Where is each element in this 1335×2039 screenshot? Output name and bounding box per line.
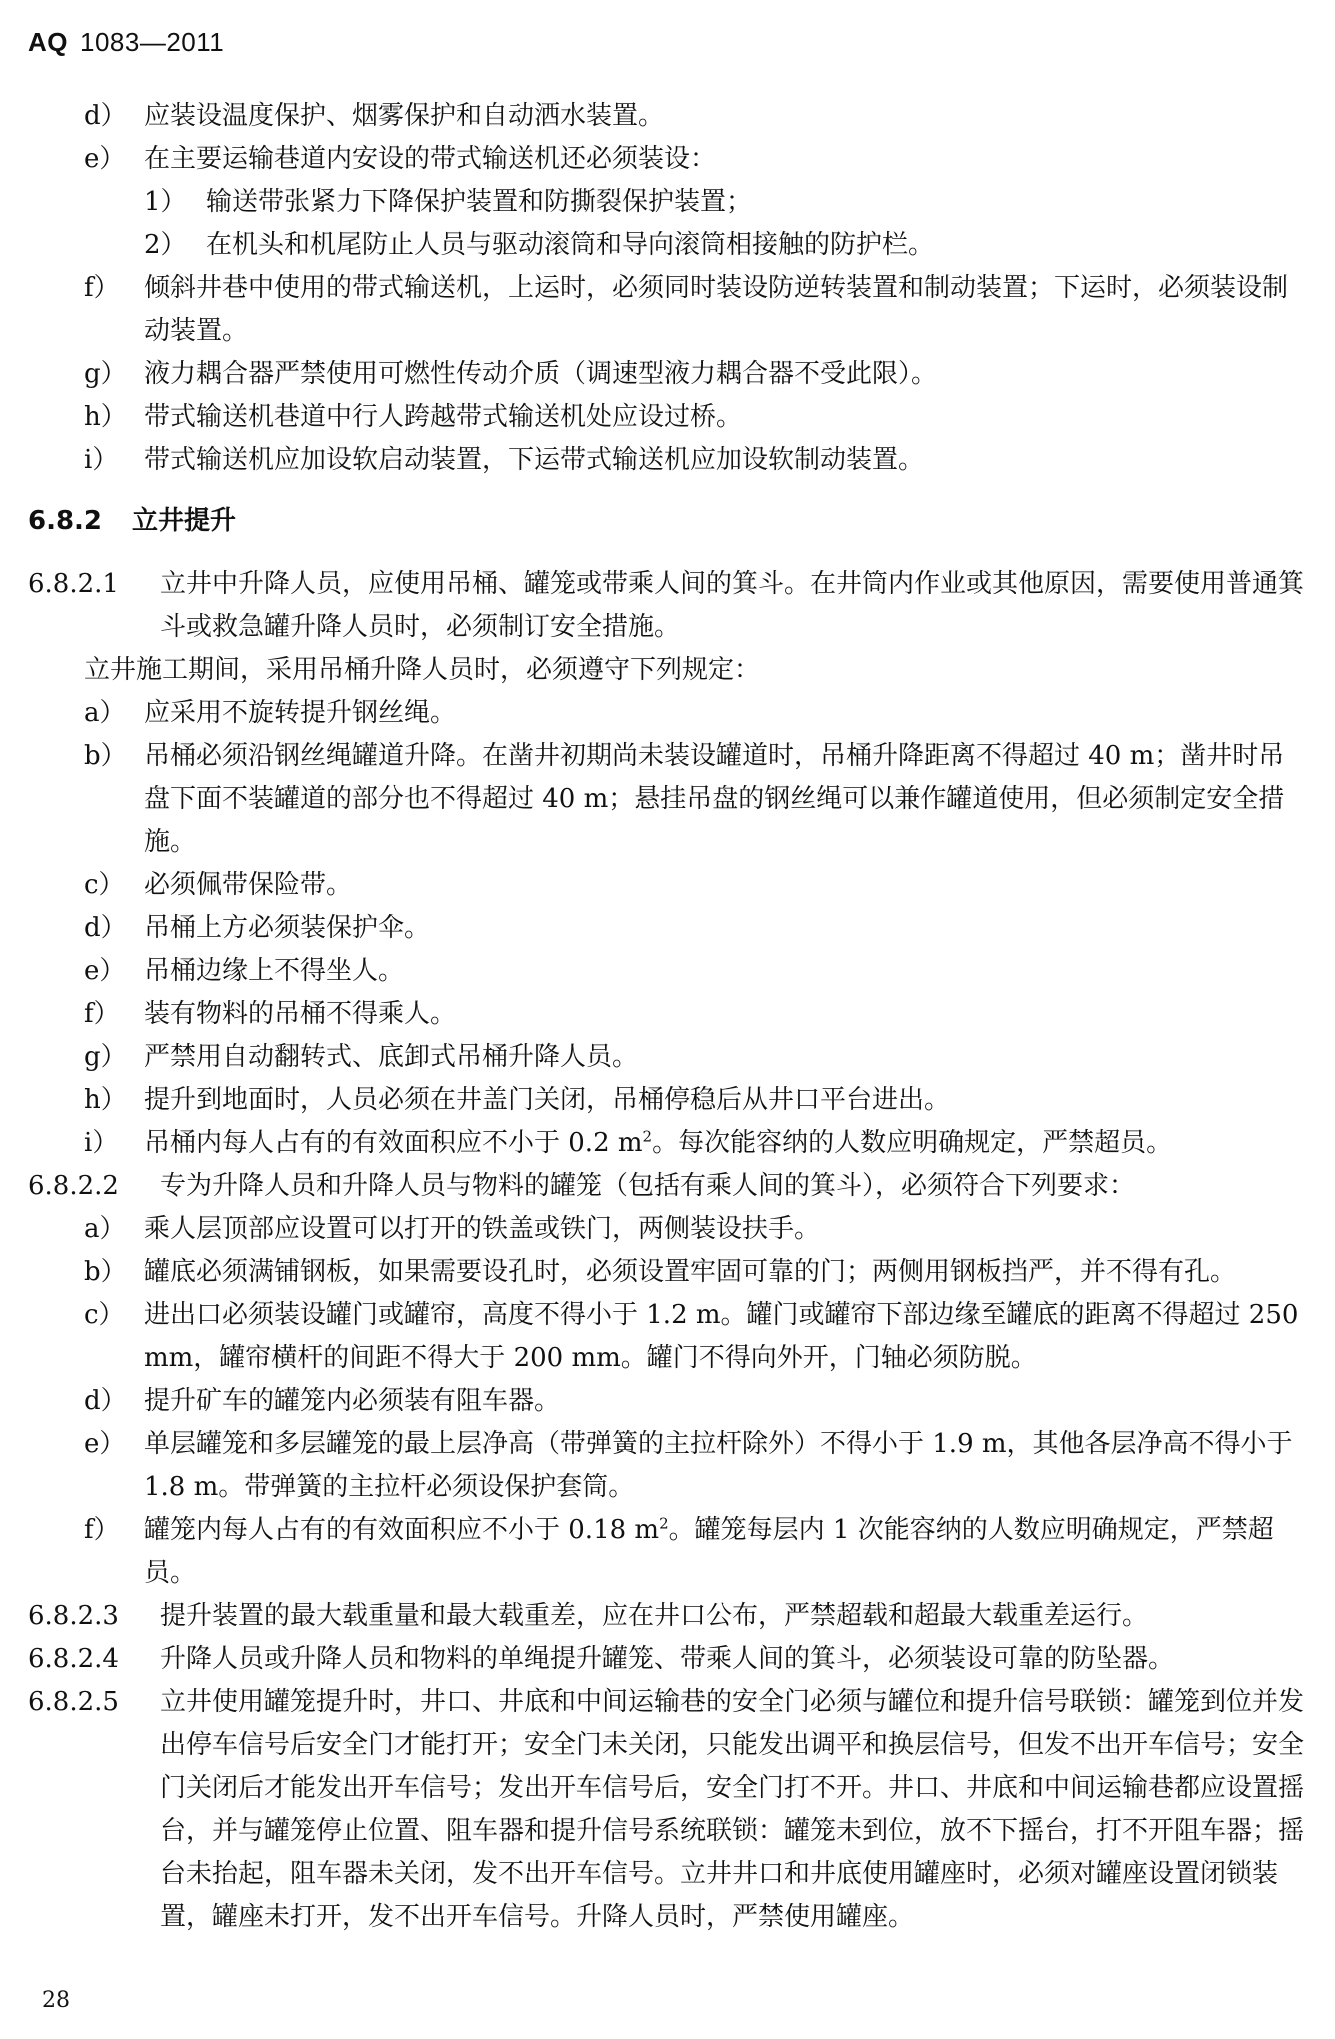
list-item <box>28 1509 1306 1595</box>
list-text: 吊桶必须沿钢丝绳罐道升降。在凿井初期尚未装设罐道时，吊桶升降距离不得超过 40 m；凿井时吊盘下面不装罐道的部分也不得超过 40 m；悬挂吊盘的钢丝绳可以兼作罐道使用，但必须制定安全措施。 <box>144 741 1285 857</box>
list-text: 应采用不旋转提升钢丝绳。 <box>144 698 457 728</box>
clause-number: 6.8.2.1 <box>28 569 119 599</box>
list-marker: g） <box>84 1042 127 1072</box>
list-text: 提升到地面时，人员必须在井盖门关闭，吊桶停稳后从井口平台进出。 <box>144 1085 951 1115</box>
list-text: 带式输送机巷道中行人跨越带式输送机处应设过桥。 <box>144 402 743 432</box>
clause-number: 6.8.2.5 <box>28 1687 119 1717</box>
text-part: 吊桶内每人占有的有效面积应不小于 0.2 m <box>144 1128 643 1158</box>
list-marker: b） <box>84 741 127 771</box>
list-text: 吊桶边缘上不得坐人。 <box>144 956 405 986</box>
unit-superscript: 2 <box>659 1514 669 1533</box>
list-marker: e） <box>84 1429 126 1459</box>
list-marker: e） <box>84 144 126 174</box>
clause-number: 6.8.2.2 <box>28 1171 119 1201</box>
list-marker: g） <box>84 359 127 389</box>
list-marker: c） <box>84 1300 125 1330</box>
text-part: 。罐笼每层内 1 次能容纳的人数应明确规定，严禁超员。 <box>144 1515 1274 1588</box>
list-marker: d） <box>84 1386 127 1416</box>
list-text: 严禁用自动翻转式、底卸式吊桶升降人员。 <box>144 1042 639 1072</box>
list-item <box>28 1423 1306 1509</box>
sub-list-item <box>28 181 1306 224</box>
list-marker: a） <box>84 698 126 728</box>
list-text: 提升矿车的罐笼内必须装有阻车器。 <box>144 1386 561 1416</box>
list-marker: h） <box>84 1085 127 1115</box>
list-marker: f） <box>84 999 120 1029</box>
text-part: 。每次能容纳的人数应明确规定，严禁超员。 <box>652 1128 1173 1158</box>
clause-text: 升降人员或升降人员和物料的单绳提升罐笼、带乘人间的箕斗，必须装设可靠的防坠器。 <box>160 1644 1175 1674</box>
list-marker: h） <box>84 402 127 432</box>
list-item <box>28 138 1306 181</box>
document-body <box>28 95 1306 1939</box>
clause-text: 立井使用罐笼提升时，井口、井底和中间运输巷的安全门必须与罐位和提升信号联锁：罐笼到位并发出停车信号后安全门才能打开；安全门未关闭，只能发出调平和换层信号，但发不出开车信号；安全门关闭后才能发出开车信号；发出开车信号后，安全门打不开。井口、井底和中间运输巷都应设置摇台，并与罐笼停止位置、阻车器和提升信号系统联锁：罐笼未到位，放不下摇台，打不开阻车器；摇台未抬起，阻车器未关闭，发不出开车信号。立井井口和井底使用罐座时，必须对罐座设置闭锁装置，罐座未打开，发不出开车信号。升降人员时，严禁使用罐座。 <box>160 1687 1305 1932</box>
list-text: 罐底必须满铺钢板，如果需要设孔时，必须设置牢固可靠的门；两侧用钢板挡严，并不得有孔。 <box>144 1257 1237 1287</box>
page-header <box>28 22 224 62</box>
list-text: 吊桶上方必须装保护伞。 <box>144 913 431 943</box>
section-title: 立井提升 <box>132 506 237 536</box>
list-item <box>28 267 1306 353</box>
list-text: 必须佩带保险带。 <box>144 870 353 900</box>
clause-number: 6.8.2.3 <box>28 1601 119 1631</box>
list-item <box>28 396 1306 439</box>
list-item <box>28 735 1306 864</box>
section-heading <box>28 500 1306 543</box>
list-item <box>28 1036 1306 1079</box>
sub-list-text: 在机头和机尾防止人员与驱动滚筒和导向滚筒相接触的防护栏。 <box>206 230 935 260</box>
list-marker: f） <box>84 273 120 303</box>
list-text: 装有物料的吊桶不得乘人。 <box>144 999 457 1029</box>
sub-list-item <box>28 224 1306 267</box>
list-text: 带式输送机应加设软启动装置，下运带式输送机应加设软制动装置。 <box>144 445 925 475</box>
list-text: 单层罐笼和多层罐笼的最上层净高（带弹簧的主拉杆除外）不得小于 1.9 m，其他各层净高不得小于 1.8 m。带弹簧的主拉杆必须设保护套筒。 <box>144 1429 1293 1502</box>
list-marker: e） <box>84 956 126 986</box>
page-number: 28 <box>42 1988 70 2013</box>
list-text <box>144 1122 1306 1165</box>
list-marker: c） <box>84 870 125 900</box>
list-item <box>28 95 1306 138</box>
clause-text: 提升装置的最大载重量和最大载重差，应在井口公布，严禁超载和超最大载重差运行。 <box>160 1601 1149 1631</box>
list-item <box>28 439 1306 482</box>
sub-list-marker: 1） <box>144 187 187 217</box>
clause-6-8-2-5 <box>28 1681 1306 1939</box>
unit-superscript: 2 <box>642 1127 653 1146</box>
list-item <box>28 1208 1306 1251</box>
standard-number: 1083—2011 <box>80 27 225 57</box>
list-item <box>28 353 1306 396</box>
list-marker: f） <box>84 1515 120 1545</box>
list-text: 应装设温度保护、烟雾保护和自动洒水装置。 <box>144 101 665 131</box>
clause-text: 立井中升降人员，应使用吊桶、罐笼或带乘人间的箕斗。在井筒内作业或其他原因，需要使用普通箕斗或救急罐升降人员时，必须制订安全措施。 <box>160 569 1305 642</box>
paragraph: 立井施工期间，采用吊桶升降人员时，必须遵守下列规定： <box>84 655 761 685</box>
list-item <box>28 1380 1306 1423</box>
list-text: 液力耦合器严禁使用可燃性传动介质（调速型液力耦合器不受此限）。 <box>144 359 938 389</box>
list-text: 倾斜井巷中使用的带式输送机，上运时，必须同时装设防逆转装置和制动装置；下运时，必须装设制动装置。 <box>144 273 1289 346</box>
clause-6-8-2-4 <box>28 1638 1306 1681</box>
list-text: 乘人层顶部应设置可以打开的铁盖或铁门，两侧装设扶手。 <box>144 1214 821 1244</box>
list-item <box>28 993 1306 1036</box>
sub-list-text: 输送带张紧力下降保护装置和防撕裂保护装置； <box>206 187 753 217</box>
clause-6-8-2-1 <box>28 563 1306 649</box>
clause-number: 6.8.2.4 <box>28 1644 119 1674</box>
section-number: 6.8.2 <box>28 506 103 536</box>
list-item <box>28 907 1306 950</box>
list-item <box>28 692 1306 735</box>
sub-list-marker: 2） <box>144 230 187 260</box>
list-item <box>28 1251 1306 1294</box>
clause-text: 专为升降人员和升降人员与物料的罐笼（包括有乘人间的箕斗），必须符合下列要求： <box>160 1171 1136 1201</box>
list-item <box>28 1079 1306 1122</box>
list-text <box>144 1509 1306 1595</box>
list-text: 进出口必须装设罐门或罐帘，高度不得小于 1.2 m。罐门或罐帘下部边缘至罐底的距离不得超过 250 mm，罐帘横杆的间距不得大于 200 mm。罐门不得向外开，门轴必须防脱。 <box>144 1300 1299 1373</box>
list-marker: d） <box>84 101 127 131</box>
list-marker: d） <box>84 913 127 943</box>
list-marker: i） <box>84 1128 119 1158</box>
list-item <box>28 864 1306 907</box>
list-marker: a） <box>84 1214 126 1244</box>
standard-code: AQ <box>28 27 68 57</box>
list-marker: i） <box>84 445 119 475</box>
clause-6-8-2-2 <box>28 1165 1306 1208</box>
list-item <box>28 1294 1306 1380</box>
list-item <box>28 1122 1306 1165</box>
list-marker: b） <box>84 1257 127 1287</box>
clause-6-8-2-3 <box>28 1595 1306 1638</box>
list-item <box>28 950 1306 993</box>
list-text: 在主要运输巷道内安设的带式输送机还必须装设： <box>144 144 717 174</box>
text-part: 罐笼内每人占有的有效面积应不小于 0.18 m <box>144 1515 660 1545</box>
